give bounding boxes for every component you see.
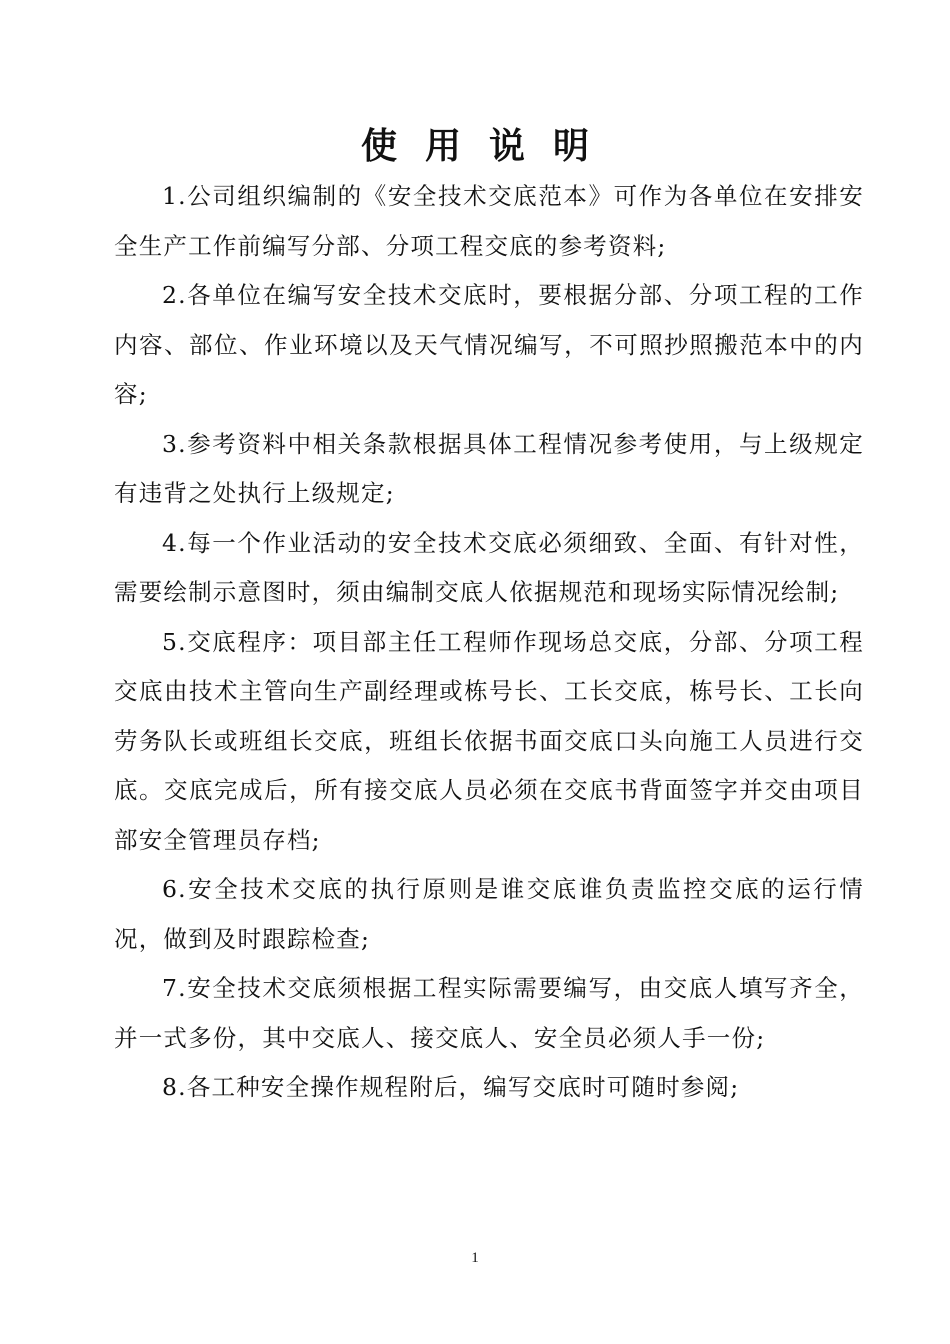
- title-char: 用: [424, 125, 461, 168]
- instruction-item-4: 4.每一个作业活动的安全技术交底必须细致、全面、有针对性，需要绘制示意图时，须由编制交底人依据规范和现场实际情况绘制;: [114, 528, 864, 606]
- instructions-body: [114, 172, 864, 1113]
- instruction-item-7: 7.安全技术交底须根据工程实际需要编写，由交底人填写齐全，并一式多份，其中交底人、接交底人、安全员必须人手一份;: [114, 974, 864, 1052]
- title-char: 明: [553, 125, 590, 168]
- instruction-item-3: 3.参考资料中相关条款根据具体工程情况参考使用，与上级规定有违背之处执行上级规定;: [114, 429, 864, 507]
- title-char: 说: [489, 125, 526, 168]
- instruction-item-2: 2.各单位在编写安全技术交底时，要根据分部、分项工程的工作内容、部位、作业环境以及天气情况编写，不可照抄照搬范本中的内容;: [114, 281, 864, 408]
- title-char: 使: [360, 125, 397, 168]
- page-number: 1: [471, 1250, 479, 1266]
- instruction-item-6: 6.安全技术交底的执行原则是谁交底谁负责监控交底的运行情况，做到及时跟踪检查;: [114, 875, 864, 953]
- instruction-item-1: 1.公司组织编制的《安全技术交底范本》可作为各单位在安排安全生产工作前编写分部、分项工程交底的参考资料;: [114, 182, 864, 260]
- instruction-item-8: 8.各工种安全操作规程附后，编写交底时可随时参阅;: [162, 1073, 740, 1101]
- instruction-item-5: 5.交底程序：项目部主任工程师作现场总交底，分部、分项工程交底由技术主管向生产副经理或栋号长、工长交底，栋号长、工长向劳务队长或班组长交底，班组长依据书面交底口头向施工人员进行交底。交底完成后，所有接交底人员必须在交底书背面签字并交由项目部安全管理员存档;: [114, 627, 864, 854]
- page-title: [0, 120, 950, 172]
